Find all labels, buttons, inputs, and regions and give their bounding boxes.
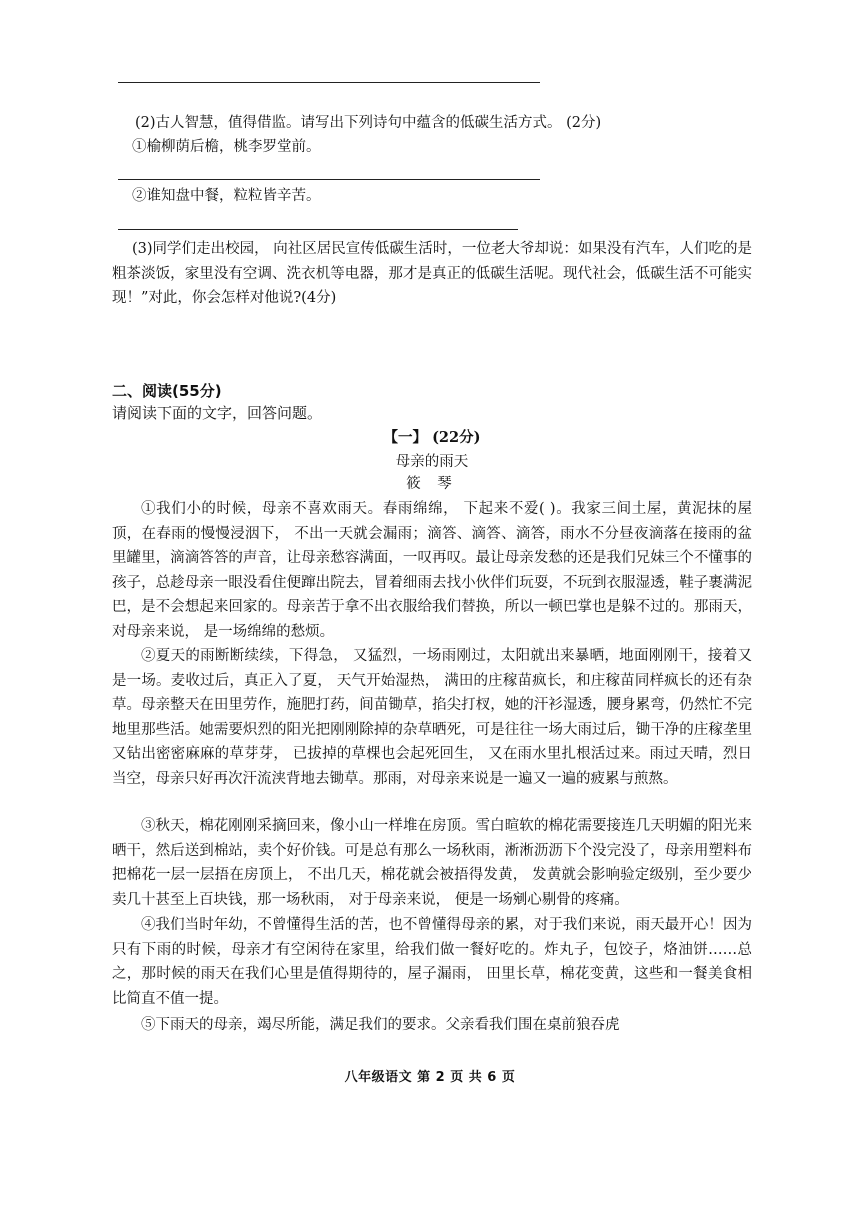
question-3-text: (3)同学们走出校园， 向社区居民宣传低碳生活时，一位老大爷却说：如果没有汽车，人们吃的是粗茶淡饭，家里没有空调、洗衣机等电器，那才是真正的低碳生活呢。现代社会，低碳生活不可能实现！”对此，你会怎样对他说?(4分)	[112, 241, 752, 307]
answer-line	[118, 82, 540, 83]
article-title: 母亲的雨天	[395, 454, 469, 470]
article-paragraph: ①我们小的时候，母亲不喜欢雨天。春雨绵绵， 下起来不爱( )。我家三间土屋，黄泥抹的屋顶，在春雨的慢慢浸洇下， 不出一天就会漏雨；滴答、滴答、滴答，雨水不分昼夜滴落在接雨的盆里罐里，滴滴答答的声音，让母亲愁容满面，一叹再叹。最让母亲发愁的还是我们兄妹三个不懂事的孩子，总趁母亲一眼没看住便蹿出院去，冒着细雨去找小伙伴们玩耍，不玩到衣服湿透，鞋子裹满泥巴，是不会想起来回家的。母亲苦于拿不出衣服给我们替换，所以一顿巴掌也是躲不过的。那雨天， 对母亲来说， 是一场绵绵的愁烦。	[112, 501, 752, 640]
article-paragraph: ⑤下雨天的母亲，竭尽所能，满足我们的要求。父亲看我们围在桌前狼吞虎	[141, 1017, 620, 1033]
answer-line	[118, 179, 540, 180]
article-paragraph: ②夏天的雨断断续续，下得急， 又猛烈，一场雨刚过，太阳就出来暴晒，地面刚刚干，接着又是一场。麦收过后，真正入了夏， 天气开始湿热， 满田的庄稼苗疯长，和庄稼苗同样疯长的还有杂草。母亲整天在田里劳作，施肥打药，间苗锄草，掐尖打杈，她的汗衫湿透，腰身累弯，仍然忙不完地里那些活。她需要炽烈的阳光把刚刚除掉的杂草晒死，可是往往一场大雨过后，锄干净的庄稼垄里又钻出密密麻麻的草芽芽， 已拔掉的草棵也会起死回生， 又在雨水里扎根活过来。雨过天晴，烈日当空，母亲只好再次汗流浃背地去锄草。那雨，对母亲来说是一遍又一遍的疲累与煎熬。	[112, 648, 752, 787]
article-paragraph: ③秋天，棉花刚刚采摘回来，像小山一样堆在房顶。雪白暄软的棉花需要接连几天明媚的阳光来晒干，然后送到棉站，卖个好价钱。可是总有那么一场秋雨，淅淅沥沥下个没完没了，母亲用塑料布把棉花一层一层捂在房顶上， 不出几天，棉花就会被捂得发黄， 发黄就会影响验定级别，至少要少卖几十甚至上百块钱，那一场秋雨， 对于母亲来说， 便是一场剜心剔骨的疼痛。	[112, 818, 752, 908]
section-instruction: 请阅读下面的文字，回答问题。	[112, 404, 323, 422]
article-paragraph: ④我们当时年幼，不曾懂得生活的苦，也不曾懂得母亲的累，对于我们来说，雨天最开心！因为只有下雨的时候，母亲才有空闲待在家里，给我们做一餐好吃的。炸丸子，包饺子，烙油饼……总之，那时候的雨天在我们心里是值得期待的，屋子漏雨， 田里长草，棉花变黄，这些和一餐美食相比简直不值一提。	[112, 917, 752, 1007]
section-heading: 二、阅读(55分)	[112, 382, 222, 400]
reading-part-label: 【一】 (22分)	[383, 429, 481, 446]
page-footer: 八年级语文 第 2 页 共 6 页	[344, 1070, 516, 1085]
question-2-item-2: ②谁知盘中餐，粒粒皆辛苦。	[132, 188, 321, 204]
article-author: 筱 琴	[406, 476, 458, 492]
question-2-item-1: ①榆柳荫后檐，桃李罗堂前。	[132, 139, 321, 155]
question-2-prompt: (2)古人智慧，值得借监。请写出下列诗句中蕴含的低碳生活方式。 (2分)	[135, 115, 602, 131]
answer-line	[118, 229, 518, 230]
